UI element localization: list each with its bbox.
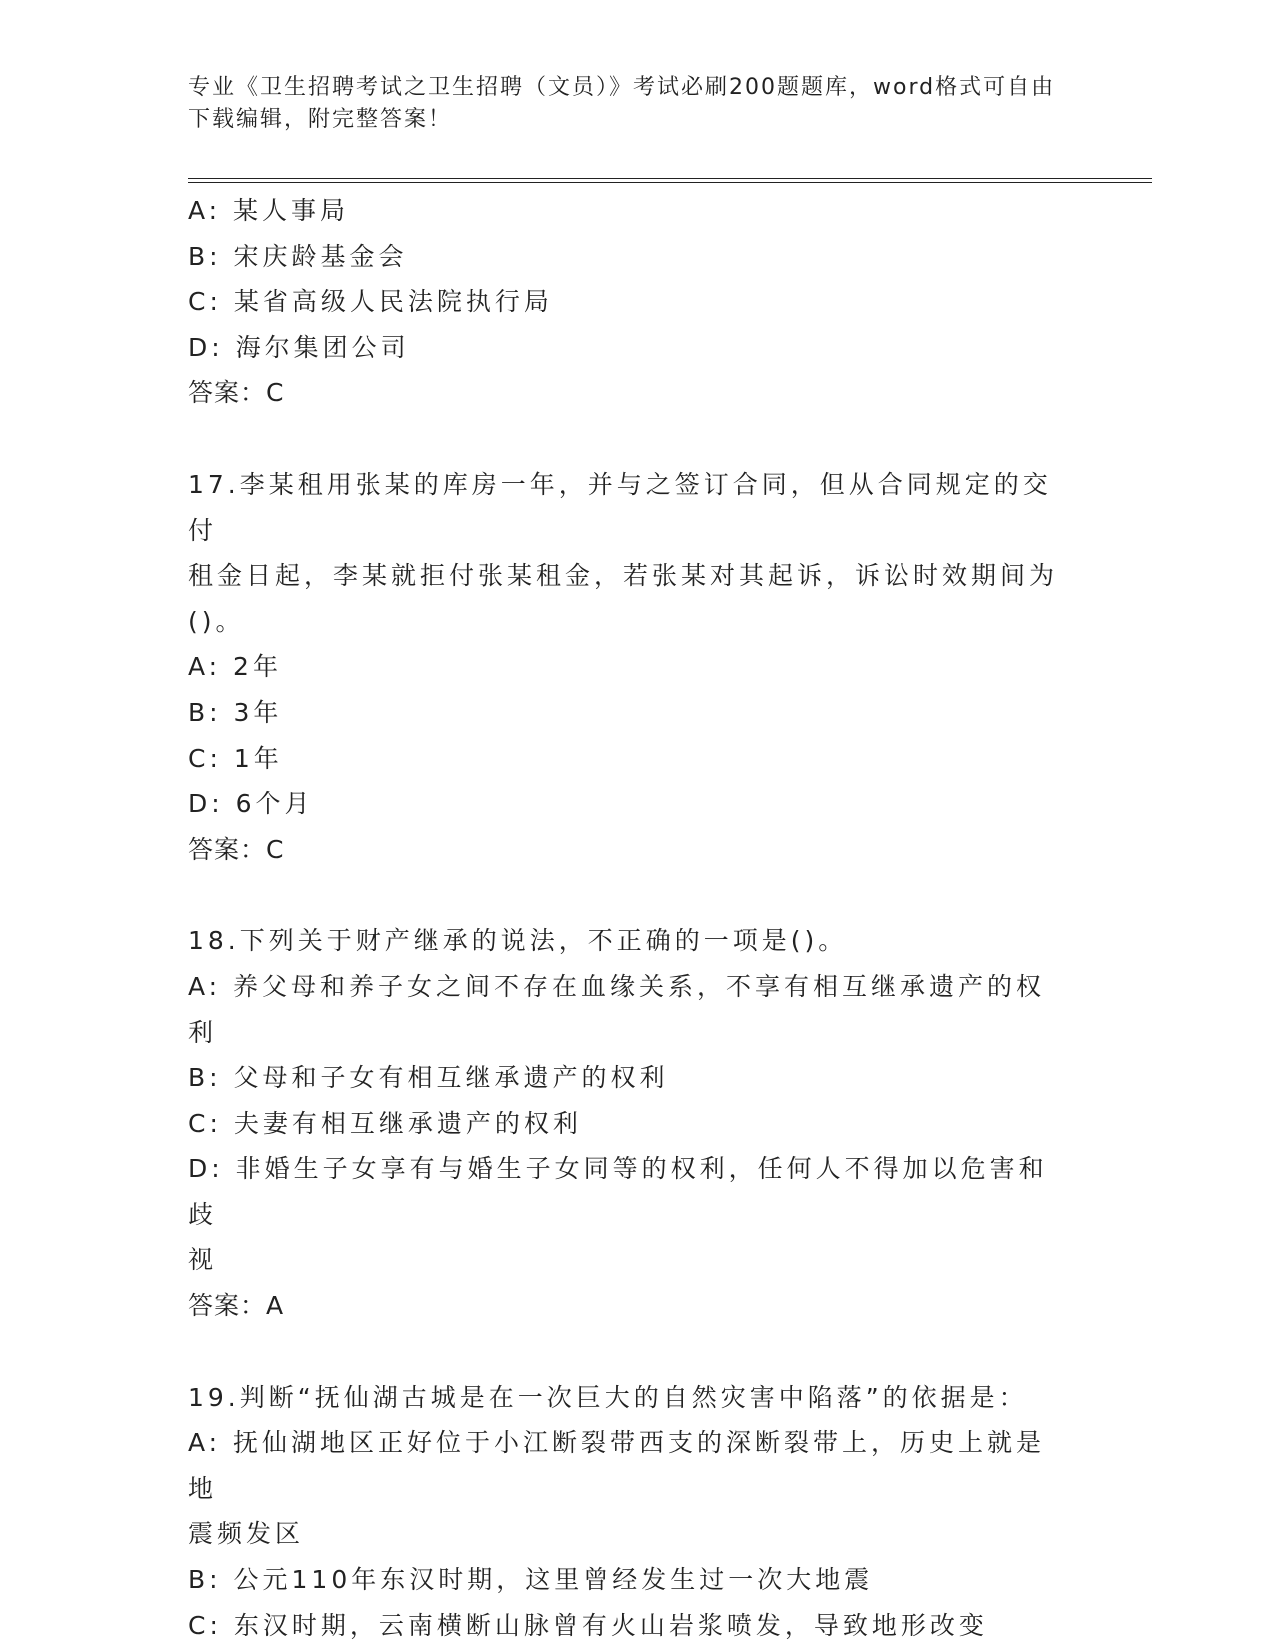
answer: 答案：C — [188, 378, 285, 408]
option-a: A: 抚仙湖地区正好位于小江断裂带西支的深断裂带上，历史上就是地 — [188, 1428, 1046, 1503]
question-19-block — [188, 1375, 1068, 1649]
answer: 答案：A — [188, 1291, 285, 1321]
question-17-block — [188, 462, 1068, 872]
question-stem-line: ()。 — [188, 606, 245, 636]
answer: 答案：C — [188, 834, 285, 864]
question-16-block — [188, 188, 1068, 416]
option-b: B: 公元110年东汉时期，这里曾经发生过一次大地震 — [188, 1565, 874, 1595]
spacer — [188, 416, 1068, 462]
question-list — [188, 188, 1068, 1648]
question-18-block — [188, 918, 1068, 1328]
option-b: B: 父母和子女有相互继承遗产的权利 — [188, 1063, 669, 1093]
option-d: D: 非婚生子女享有与婚生子女同等的权利，任何人不得加以危害和歧 — [188, 1154, 1048, 1229]
document-header: 专业《卫生招聘考试之卫生招聘（文员）》考试必刷200题题库，word格式可自由下载编辑，附完整答案！ — [188, 75, 1056, 132]
header-divider-bottom — [188, 182, 1152, 183]
option-a: A: 某人事局 — [188, 196, 350, 225]
question-stem-line: 17.李某租用张某的库房一年，并与之签订合同，但从合同规定的交付 — [188, 469, 1052, 545]
option-c: C: 1年 — [188, 743, 283, 773]
option-b: B: 宋庆龄基金会 — [188, 241, 408, 271]
option-b: B: 3年 — [188, 697, 283, 727]
option-c: C: 夫妻有相互继承遗产的权利 — [188, 1108, 582, 1138]
question-stem-line: 租金日起，李某就拒付张某租金，若张某对其起诉，诉讼时效期间为 — [188, 561, 1059, 591]
option-d: D: 6个月 — [188, 789, 314, 819]
option-a: A: 2年 — [188, 652, 282, 682]
header-divider-top — [188, 178, 1152, 179]
spacer — [188, 872, 1068, 918]
question-stem: 19.判断“抚仙湖古城是在一次巨大的自然灾害中陷落”的依据是： — [188, 1382, 1028, 1412]
spacer — [188, 1329, 1068, 1375]
option-c: C: 某省高级人民法院执行局 — [188, 287, 553, 317]
option-d-continued: 视 — [188, 1245, 218, 1275]
option-c: C: 东汉时期，云南横断山脉曾有火山岩浆喷发，导致地形改变 — [188, 1610, 988, 1640]
option-a: A: 养父母和养子女之间不存在血缘关系，不享有相互继承遗产的权利 — [188, 971, 1046, 1047]
option-a-continued: 震频发区 — [188, 1519, 305, 1549]
option-d: D: 海尔集团公司 — [188, 332, 410, 362]
question-stem: 18.下列关于财产继承的说法，不正确的一项是()。 — [188, 926, 848, 956]
